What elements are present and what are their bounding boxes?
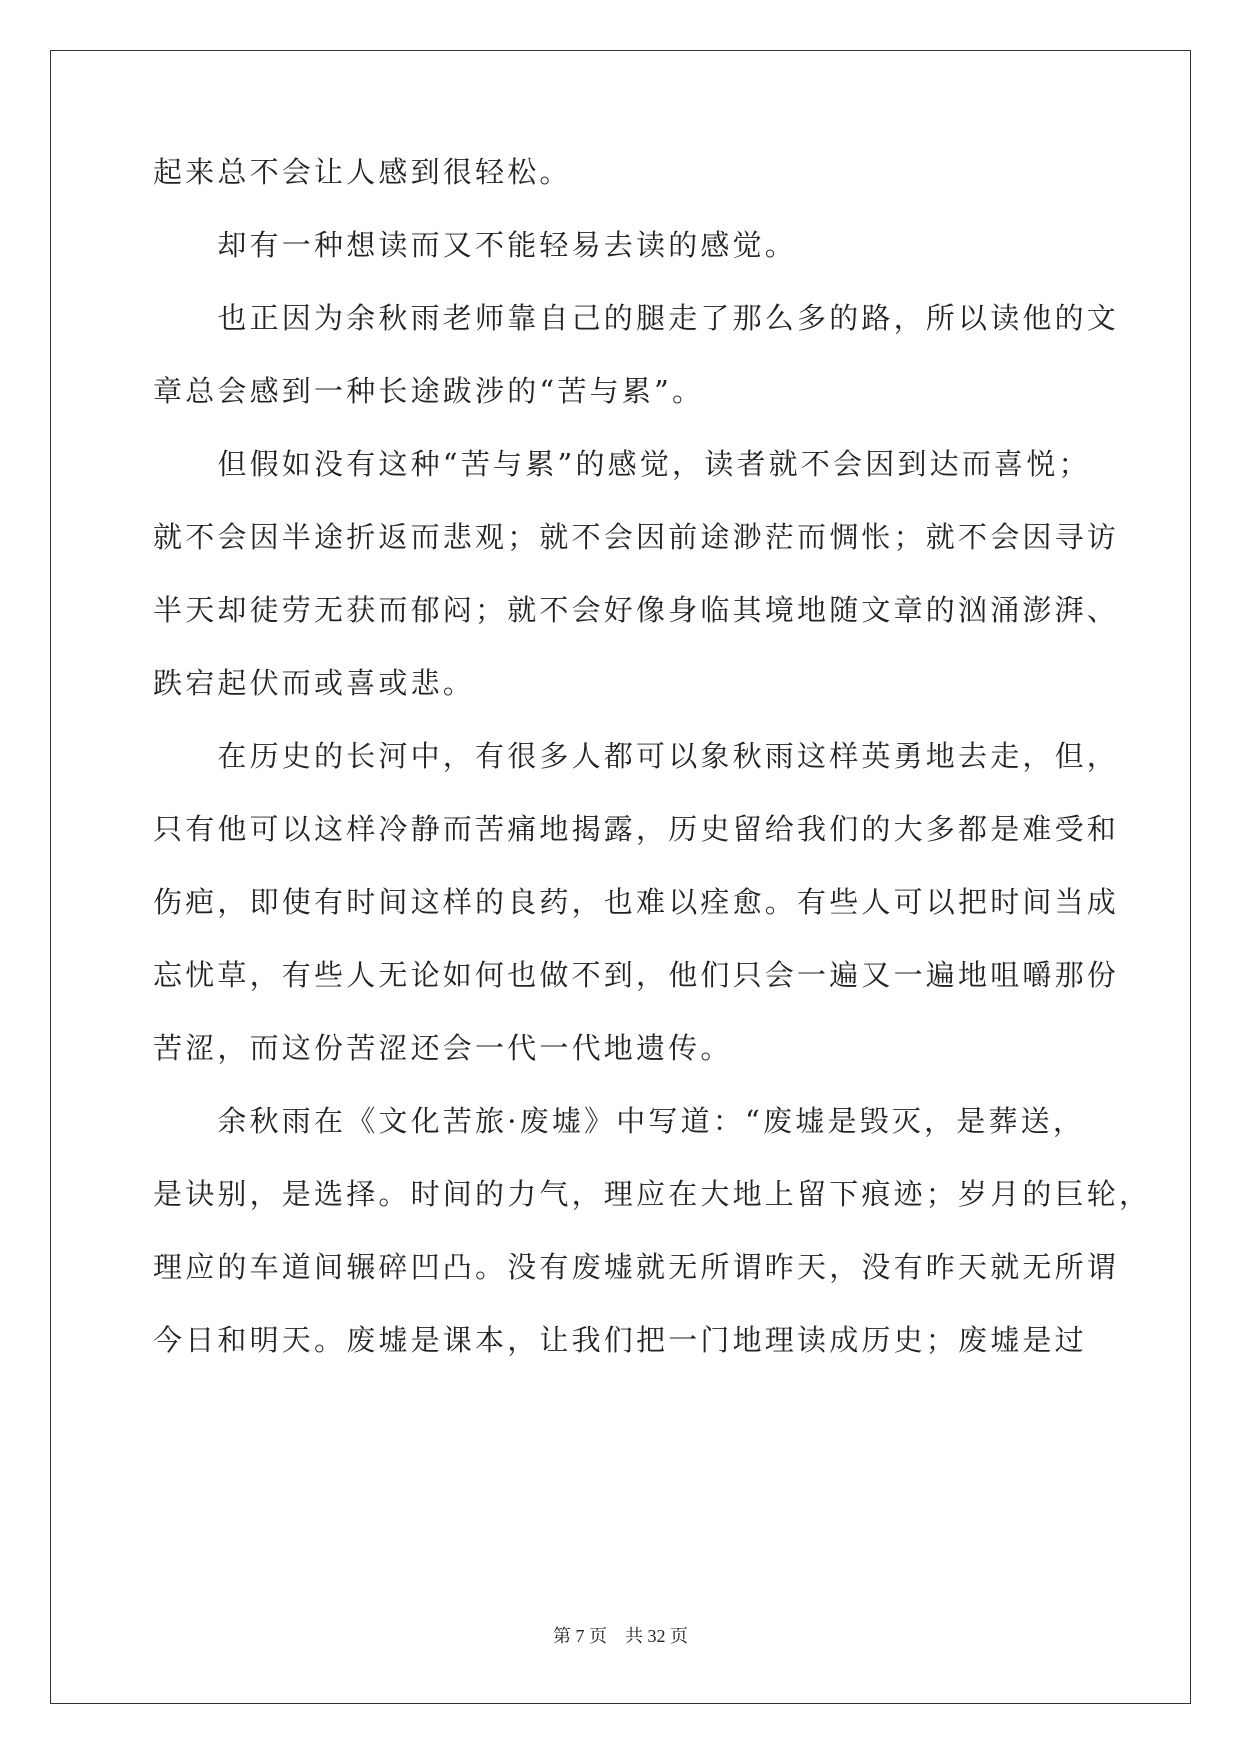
text-line: 余秋雨在《文化苦旅·废墟》中写道：“废墟是毁灭，是葬送， <box>153 1104 1086 1138</box>
page-number: 第 7 页 共 32 页 <box>553 1626 688 1646</box>
text-line: 跌宕起伏而或喜或悲。 <box>153 666 476 700</box>
text-line: 是诀别，是选择。时间的力气，理应在大地上留下痕迹；岁月的巨轮， <box>153 1177 1152 1211</box>
text-line: 只有他可以这样冷静而苦痛地揭露，历史留给我们的大多都是难受和 <box>153 812 1120 846</box>
text-line: 忘忧草，有些人无论如何也做不到，他们只会一遍又一遍地咀嚼那份 <box>153 958 1120 992</box>
text-line: 起来总不会让人感到很轻松。 <box>153 155 572 189</box>
text-line: 却有一种想读而又不能轻易去读的感觉。 <box>153 228 798 262</box>
text-line: 也正因为余秋雨老师靠自己的腿走了那么多的路，所以读他的文 <box>153 301 1120 335</box>
text-line: 在历史的长河中，有很多人都可以象秋雨这样英勇地去走，但， <box>153 739 1120 773</box>
text-line: 理应的车道间辗碎凹凸。没有废墟就无所谓昨天，没有昨天就无所谓 <box>153 1250 1120 1284</box>
text-line: 苦涩，而这份苦涩还会一代一代地遗传。 <box>153 1031 733 1065</box>
text-line: 今日和明天。废墟是课本，让我们把一门地理读成历史；废墟是过 <box>153 1323 1087 1357</box>
text-line: 半天却徒劳无获而郁闷；就不会好像身临其境地随文章的汹涌澎湃、 <box>153 593 1120 627</box>
text-line: 但假如没有这种“苦与累”的感觉，读者就不会因到达而喜悦； <box>153 447 1091 481</box>
text-line: 伤疤，即使有时间这样的良药，也难以痊愈。有些人可以把时间当成 <box>153 885 1120 919</box>
text-line: 章总会感到一种长途跋涉的“苦与累”。 <box>153 374 705 408</box>
text-line: 就不会因半途折返而悲观；就不会因前途渺茫而惆怅；就不会因寻访 <box>153 520 1120 554</box>
